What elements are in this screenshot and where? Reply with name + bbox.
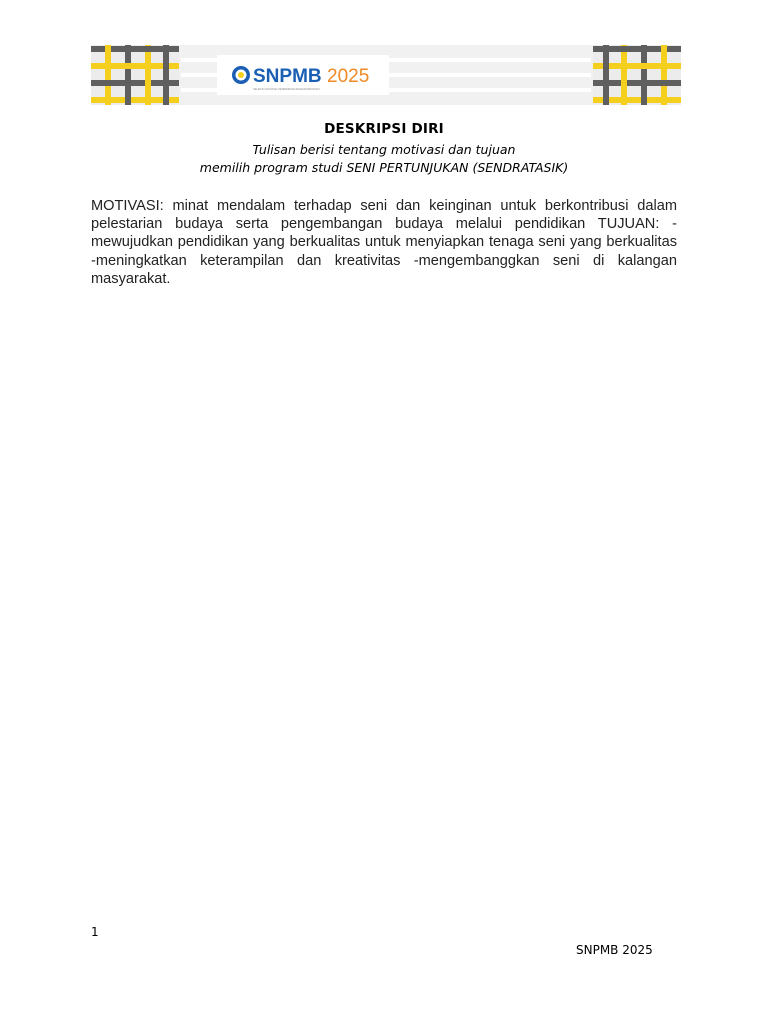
logo-tagline: SELEKSI NASIONAL PENERIMAAN MAHASISWA BARU	[253, 88, 320, 91]
logo-name: SNPMB	[253, 66, 322, 87]
page-number: 1	[91, 925, 99, 939]
right-pattern-graphic	[593, 45, 681, 105]
document-subtitle-line1: Tulisan berisi tentang motivasi dan tujuan	[252, 142, 516, 157]
logo-year: 2025	[327, 66, 370, 87]
footer-brand: SNPMB 2025	[576, 943, 653, 957]
header-banner	[91, 45, 681, 105]
document-subtitle-line2: memilih program studi SENI PERTUNJUKAN (SENDRATASIK)	[199, 160, 569, 175]
snpmb-emblem-icon	[232, 66, 250, 84]
document-body-paragraph: MOTIVASI: minat mendalam terhadap seni dan keinginan untuk berkontribusi dalam pelestarian budaya serta pengembangan budaya melalui pendidikan TUJUAN: -mewujudkan pendidikan yang berkualitas untuk menyiapkan tenaga seni yang berkualitas -meningkatkan keterampilan dan kreativitas -mengembanggkan seni di kalangan masyarakat.	[91, 198, 677, 287]
document-title: DESKRIPSI DIRI	[324, 121, 444, 137]
left-pattern-graphic	[91, 45, 179, 105]
